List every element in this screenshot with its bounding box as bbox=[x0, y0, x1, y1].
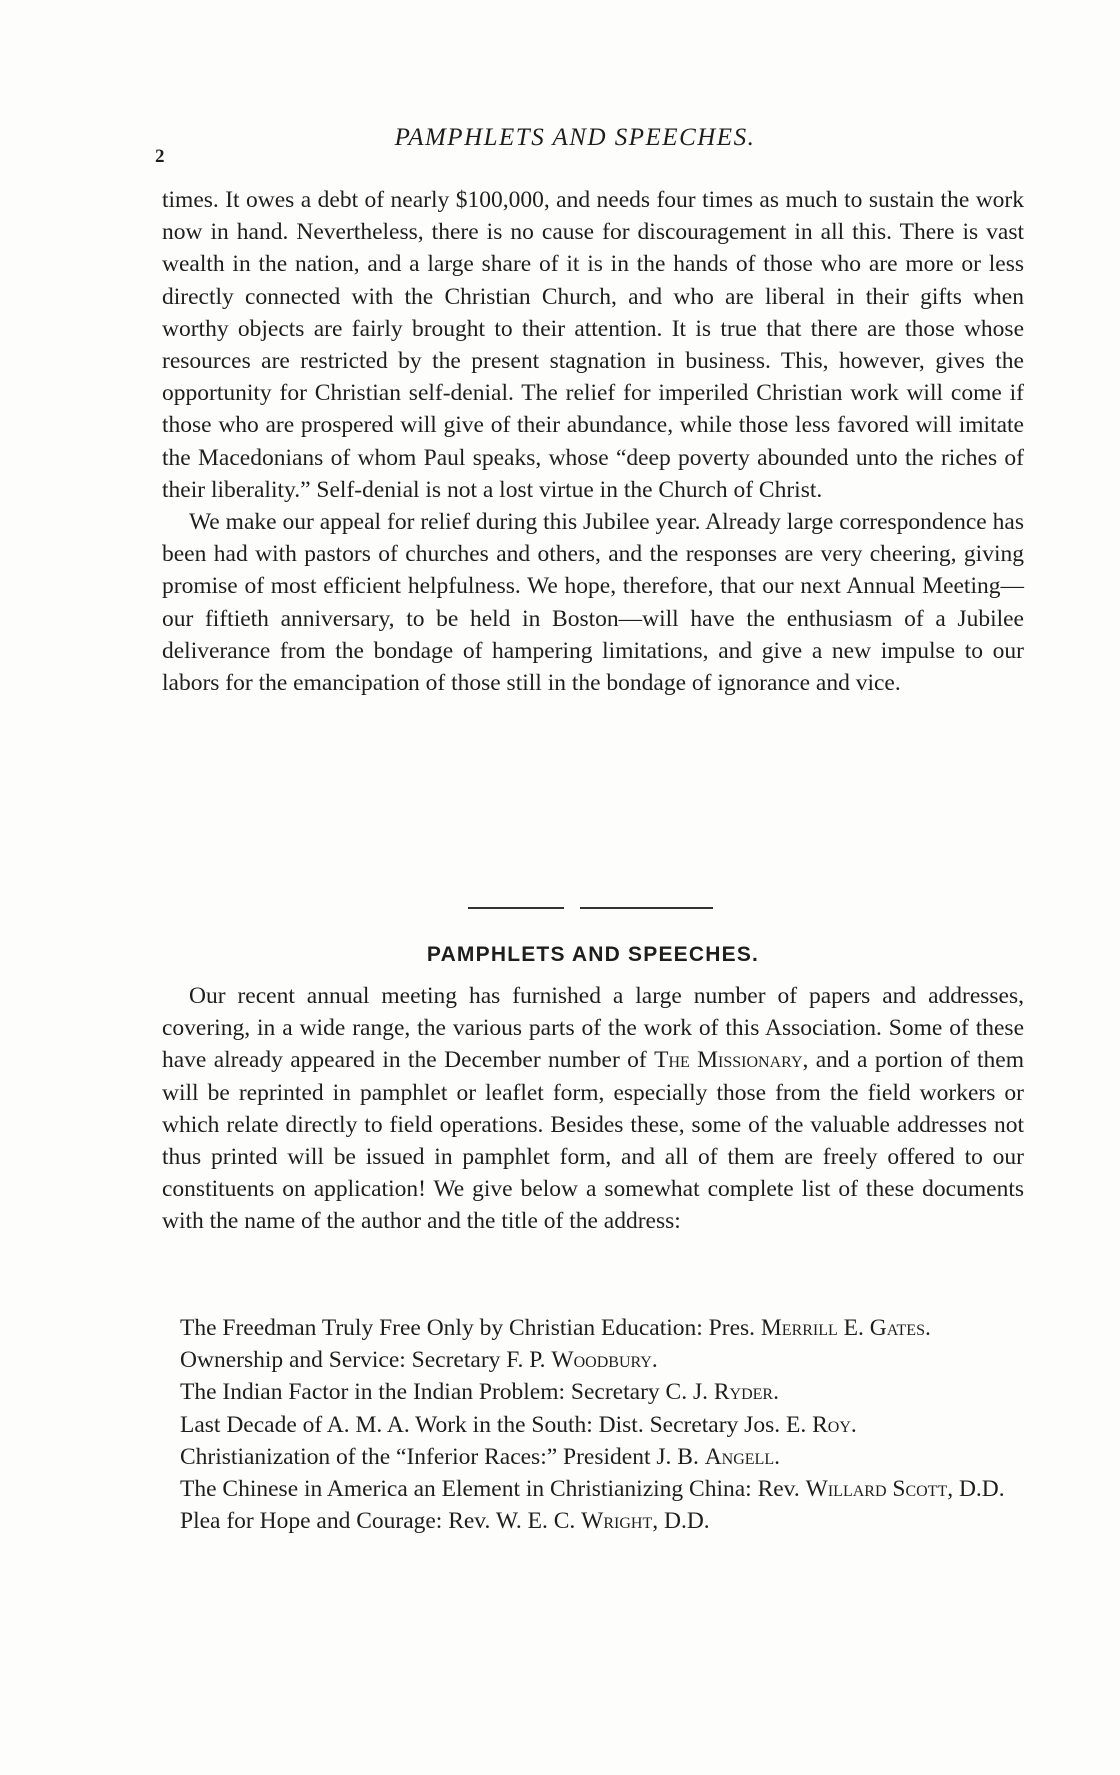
document-item bbox=[180, 1409, 1032, 1441]
document-author: Roy. bbox=[812, 1411, 857, 1438]
magazine-name: The Missionary bbox=[654, 1047, 803, 1074]
document-list bbox=[180, 1312, 1032, 1537]
document-title: The Chinese in America an Element in Christianizing China: Rev. bbox=[180, 1476, 800, 1503]
paragraph-continued: times. It owes a debt of nearly $100,000, and needs four times as much to sustain the work now in hand. Nevertheless, there is no cause for discouragement in all this. There is vast wealth in the nation, and a large share of it is in the hands of those who are more or less directly connected with the Christian Church, and who are liberal in their gifts when worthy objects are fairly brought to their attention. It is true that there are those whose resources are restricted by the present stagnation in business. This, however, gives the opportunity for Christian self-denial. The relief for imperiled Christian work will come if those who are prospered will give of their abundance, while those less favored will imitate the Macedonians of whom Paul speaks, whose “deep poverty abounded unto the riches of their liberality.” Self-denial is not a lost virtue in the Church of Christ. bbox=[162, 187, 1024, 503]
document-author: Merrill E. Gates. bbox=[760, 1315, 931, 1341]
document-author: Woodbury. bbox=[551, 1347, 658, 1374]
document-title: The Indian Factor in the Indian Problem: Secretary C. J. bbox=[180, 1379, 708, 1406]
page-number: 2 bbox=[155, 146, 165, 167]
document-item bbox=[180, 1344, 1032, 1376]
intro-text-before: Our recent annual meeting has furnished a large number of papers and addresses, covering, in a wide range, the various parts of the work of this Association. Some of these have already appeared in the December number of bbox=[162, 983, 1024, 1074]
running-title: PAMPHLETS AND SPEECHES. bbox=[394, 124, 756, 151]
section-intro-block bbox=[162, 980, 1024, 1238]
document-item bbox=[180, 1505, 1032, 1537]
document-author: Wright, D.D. bbox=[581, 1508, 710, 1535]
document-author: Ryder. bbox=[713, 1379, 779, 1406]
document-item bbox=[180, 1473, 1032, 1505]
document-item bbox=[180, 1312, 1032, 1344]
document-item bbox=[180, 1441, 1032, 1473]
document-title: Plea for Hope and Courage: Rev. W. E. C. bbox=[180, 1508, 576, 1535]
document-title: Christianization of the “Inferior Races:” President J. B. bbox=[180, 1443, 699, 1470]
running-head bbox=[150, 124, 1000, 167]
intro-text-after: , and a portion of them will be reprinted in pamphlet or leaflet form, especially those from the field workers or which relate directly to field operations. Besides these, some of the valuable addresses not thus printed will be issued in pamphlet form, and all of them are freely offered to our constituents on application! We give below a somewhat complete list of these documents with the name of the author and the title of the address: bbox=[162, 1047, 1024, 1235]
section-divider-right bbox=[580, 907, 713, 909]
section-intro-paragraph bbox=[162, 980, 1024, 1238]
section-divider-left bbox=[468, 907, 564, 909]
document-title: Ownership and Service: Secretary F. P. bbox=[180, 1347, 546, 1374]
paragraph-jubilee-appeal: We make our appeal for relief during this Jubilee year. Already large correspondence has been had with pastors of churches and others, and the responses are very cheering, giving promise of most efficient helpfulness. We hope, therefore, that our next Annual Meeting—our fiftieth anniversary, to be held in Boston—will have the enthusiasm of a Jubilee deliverance from the bondage of hampering limitations, and give a new impulse to our labors for the emancipation of those still in the bondage of ignorance and vice. bbox=[162, 509, 1024, 697]
document-author: Angell. bbox=[704, 1443, 780, 1470]
document-title: The Freedman Truly Free Only by Christian Education: Pres. bbox=[180, 1315, 756, 1341]
document-title: Last Decade of A. M. A. Work in the South: Dist. Secretary Jos. E. bbox=[180, 1411, 807, 1438]
section-heading: PAMPHLETS AND SPEECHES. bbox=[426, 943, 760, 966]
document-author: Willard Scott, D.D. bbox=[805, 1476, 1005, 1503]
continued-text-block bbox=[162, 184, 1024, 699]
document-item bbox=[180, 1376, 1032, 1408]
